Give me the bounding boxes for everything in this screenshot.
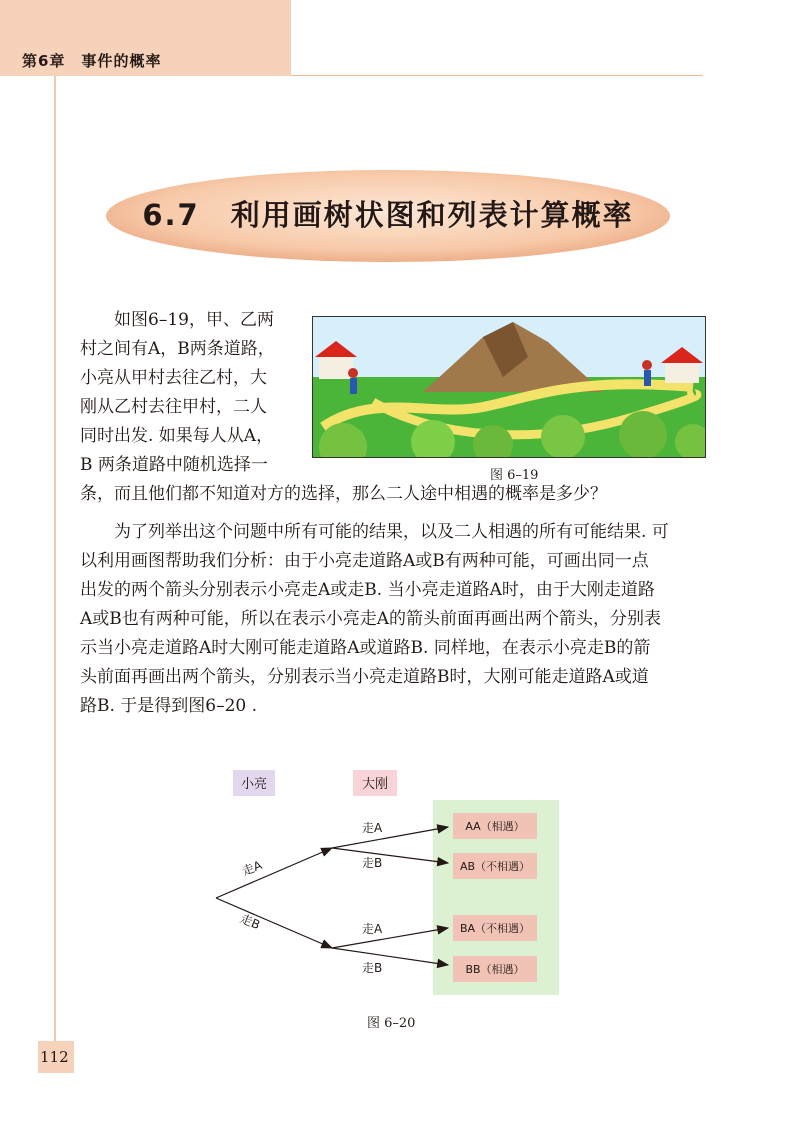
header-rule [291, 75, 703, 76]
village-illustration [312, 316, 706, 458]
explanation-paragraph [80, 518, 720, 721]
intro-line: 刚从乙村去往甲村，二人 [80, 397, 267, 417]
outcome-bb: BB（相遇） [465, 963, 525, 976]
branch-label: 走B [362, 856, 383, 870]
branch-label: 走A [362, 922, 383, 936]
explanation-line: 为了列举出这个问题中所有可能的结果，以及二人相遇的所有可能结果. 可 [80, 522, 669, 542]
explanation-line: 示当小亮走道路A时大刚可能走道路A或道路B. 同样地，在表示小亮走B的箭 [80, 638, 651, 658]
explanation-line: 以利用画图帮助我们分析：由于小亮走道路A或B有两种可能，可画出同一点 [80, 551, 649, 571]
intro-line: B 两条道路中随机选择一 [80, 455, 268, 475]
tree-diagram [200, 765, 600, 1005]
explanation-line: A或B也有两种可能，所以在表示小亮走A的箭头前面再画出两个箭头，分别表 [80, 609, 662, 629]
figure-6-19-caption: 图 6–19 [490, 468, 539, 483]
outcome-ba: BA（不相遇） [459, 922, 531, 935]
explanation-line: 出发的两个箭头分别表示小亮走A或走B. 当小亮走道路A时，由于大刚走道路 [80, 580, 655, 600]
intro-paragraph [80, 306, 310, 480]
intro-line: 如图6–19，甲、乙两 [114, 310, 274, 330]
branch-label: 走A [239, 857, 264, 879]
branch-label: 走B [237, 911, 262, 933]
intro-line: 小亮从甲村去往乙村，大 [80, 368, 267, 388]
outcome-ab: AB（不相遇） [459, 860, 531, 873]
header-dagang: 大刚 [361, 777, 389, 792]
figure-6-20-caption: 图 6–20 [367, 1016, 416, 1031]
side-rule [54, 76, 56, 1041]
chapter-header: 第6章 事件的概率 [22, 52, 162, 70]
explanation-line: 头前面再画出两个箭头，分别表示当小亮走道路B时，大刚可能走道路A或道 [80, 667, 649, 687]
branch-label: 走B [362, 961, 383, 975]
branch-label: 走A [362, 821, 383, 835]
intro-continuation: 条，而且他们都不知道对方的选择，那么二人途中相遇的概率是多少？ [80, 484, 607, 504]
page-number: 112 [40, 1048, 69, 1066]
intro-line: 同时出发. 如果每人从A， [80, 426, 274, 446]
section-title: 6.7 利用画树状图和列表计算概率 [142, 198, 634, 232]
outcome-aa: AA（相遇） [465, 820, 525, 833]
intro-line: 村之间有A，B两条道路， [80, 339, 275, 359]
header-xiaoliang: 小亮 [240, 777, 268, 792]
explanation-line: 路B. 于是得到图6–20 . [80, 696, 258, 716]
